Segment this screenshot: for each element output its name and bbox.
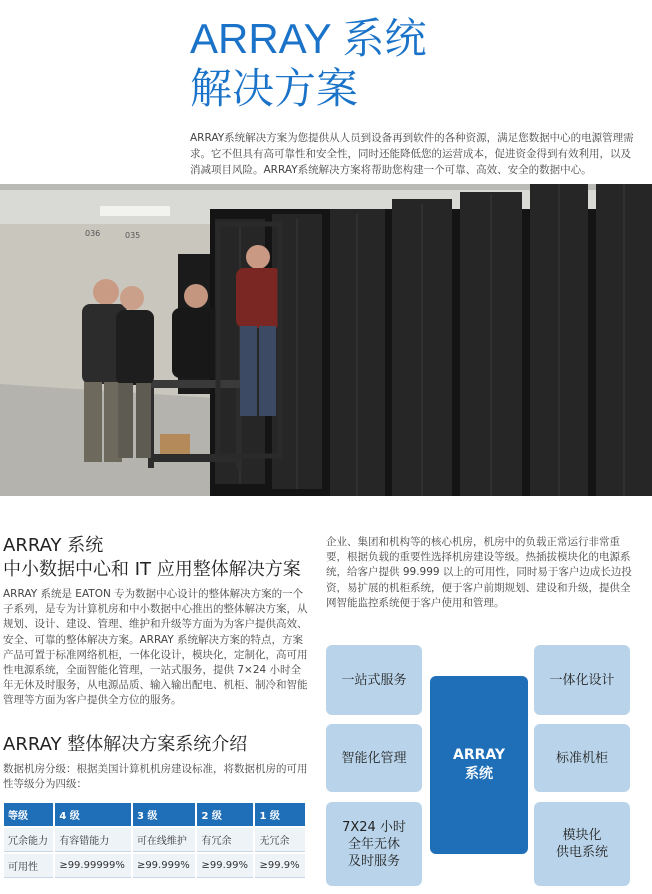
rack-number-2: 035: [125, 231, 141, 240]
feature-box-integrated-design: 一体化设计: [534, 645, 630, 715]
table-cell: ≥99.99999%: [55, 854, 131, 878]
section2-title: ARRAY 整体解决方案系统介绍: [3, 734, 248, 755]
section2-body: 数据机房分级：根据美国计算机机房建设标准，将数据机房的可用性等级分为四级：: [3, 763, 308, 791]
array-features-diagram: [320, 640, 638, 890]
title-line-2: 解决方案: [190, 65, 359, 112]
table-cell: 冗余能力: [4, 828, 53, 852]
table-header: 2 级: [197, 803, 253, 826]
section1-subtitle: 中小数据中心和 IT 应用整体解决方案: [3, 559, 301, 580]
table-cell: ≥99.99%: [197, 854, 253, 878]
table-cell: 可在线维护: [133, 828, 196, 852]
table-row: [4, 828, 305, 852]
table-header: 3 级: [133, 803, 196, 826]
table-cell: ≥99.999%: [133, 854, 196, 878]
feature-center-array-system: ARRAY 系统: [430, 676, 528, 854]
feature-box-24x7-service: 7X24 小时 全年无休 及时服务: [326, 802, 422, 886]
table-header: 4 级: [55, 803, 131, 826]
table-header: 1 级: [255, 803, 305, 826]
table-row: [4, 854, 305, 878]
right-column-body: 企业、集团和机构等的核心机房，机房中的负载正常运行非常重要，根据负载的重要性选择机房建设等级。热插拔模块化的电源系统，给客户提供 99.999 以上的可用性，同时易于客户边成长边投资，易扩展的机柜系统，便于客户前期规划、建设和升级，提供全网智能监控系统便于客户使用和管理。: [326, 536, 632, 609]
section1-body: ARRAY 系统是 EATON 专为数据中心设计的整体解决方案的一个子系列，是专为计算机房和中小数据中心推出的整体解决方案，从规划、设计、建设、管理、维护和升级等方面为为客户提供高效、安全、可靠的整体解决方案。ARRAY 系统解决方案的特点，方案产品可置于标准网络机柜，一体化设计，模块化，定制化，高可用性电源系统，全面智能化管理，一站式服务，提供 7×24 小时全年无休及时服务，从电源品质、输入输出配电、机柜、制冷和智能管理等方面为客户提供全方位的服务。: [3, 588, 308, 707]
table-cell: ≥99.9%: [255, 854, 305, 878]
feature-box-standard-cabinet: 标准机柜: [534, 724, 630, 792]
photo-illustration: [0, 184, 652, 496]
title-line-1: ARRAY 系统: [190, 15, 427, 62]
table-cell: 有冗余: [197, 828, 253, 852]
table-cell: 无冗余: [255, 828, 305, 852]
table-cell: 可用性: [4, 854, 53, 878]
feature-box-one-stop-service: 一站式服务: [326, 645, 422, 715]
section1-title: ARRAY 系统: [3, 535, 104, 556]
data-center-photo: [0, 184, 652, 496]
table-cell: 有容错能力: [55, 828, 131, 852]
feature-box-smart-management: 智能化管理: [326, 724, 422, 792]
availability-tier-table: [2, 801, 307, 880]
page-title: [190, 14, 427, 114]
intro-paragraph: ARRAY系统解决方案为您提供从人员到设备再到软件的各种资源，满足您数据中心的电源管理需求。它不但具有高可靠性和安全性，同时还能降低您的运营成本，促进资金得到有效利用，以及消减项目风险。ARRAY系统解决方案将帮助您构建一个可靠、高效、安全的数据中心。: [190, 132, 634, 176]
table-header: 等级: [4, 803, 53, 826]
rack-number-1: 036: [85, 229, 101, 238]
feature-box-modular-power: 模块化 供电系统: [534, 802, 630, 886]
table-header-row: [4, 803, 305, 826]
